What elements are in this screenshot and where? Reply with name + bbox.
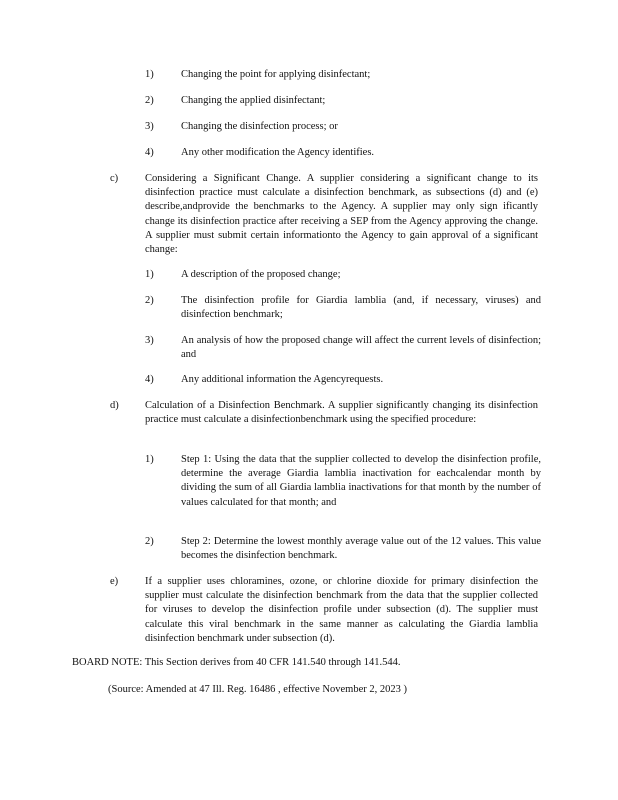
section-e-label: e) [110,576,119,587]
section-d-label: d) [110,400,119,411]
list-number: 2) [145,95,154,106]
list-item-text: A description of the proposed change; [181,269,341,280]
list-number: 1) [145,69,154,80]
section-c-label: c) [110,173,119,184]
list-number: 2) [145,295,154,306]
list-item-text: Any other modification the Agency identifies. [181,147,375,158]
list-item-text: Changing the applied disinfectant; [181,95,326,106]
section-c-paragraph: Considering a Significant Change. A supplier considering a significant change to its disinfection practice must calculate a disinfection benchmark, as subsections (d) and (e) describe,andprovide the benchmarks to the Agency. A supplier may only sign ificantly change its disinfection practice after receiving a SEP from the Agency approving the change. A supplier must submit certain informationto the Agency to gain approval of a significant change: [145,173,538,256]
list-item-text: Step 1: Using the data that the supplier collected to develop the disinfection profile, determine the average Giardia lamblia inactivation for eachcalendar month by dividing the sum of all Giardia lamblia inactivations for that month by the number of values calculated for that month; and [181,454,541,508]
list-item-text: Step 2: Determine the lowest monthly average value out of the 12 values. This value becomes the disinfection benchmark. [181,536,541,562]
list-number: 3) [145,121,154,132]
list-item-text: Changing the point for applying disinfectant; [181,69,371,80]
list-number: 4) [145,374,154,385]
section-d-paragraph: Calculation of a Disinfection Benchmark. A supplier significantly changing its disinfection practice must calculate a disinfectionbenchmark using the specified procedure: [145,400,538,426]
source-note: (Source: Amended at 47 Ill. Reg. 16486 , effective November 2, 2023 ) [108,684,407,695]
list-number: 1) [145,454,154,465]
list-number: 2) [145,536,154,547]
list-number: 4) [145,147,154,158]
list-item-text: Any additional information the Agencyrequests. [181,374,384,385]
list-item-text: The disinfection profile for Giardia lamblia (and, if necessary, viruses) and disinfection benchmark; [181,295,541,321]
section-e-paragraph: If a supplier uses chloramines, ozone, or chlorine dioxide for primary disinfection the supplier must calculate the disinfection benchmark from the data that the supplier collected for viruses to develop the disinfection profile under subsection (d). The supplier must calculate this viral benchmark in the same manner as calculating the Giardia lamblia disinfection benchmark under subsection (d). [145,576,538,644]
board-note: BOARD NOTE: This Section derives from 40 CFR 141.540 through 141.544. [72,657,401,668]
list-item-text: Changing the disinfection process; or [181,121,338,132]
list-number: 1) [145,269,154,280]
list-item-text: An analysis of how the proposed change will affect the current levels of disinfection; and [181,335,541,361]
list-number: 3) [145,335,154,346]
